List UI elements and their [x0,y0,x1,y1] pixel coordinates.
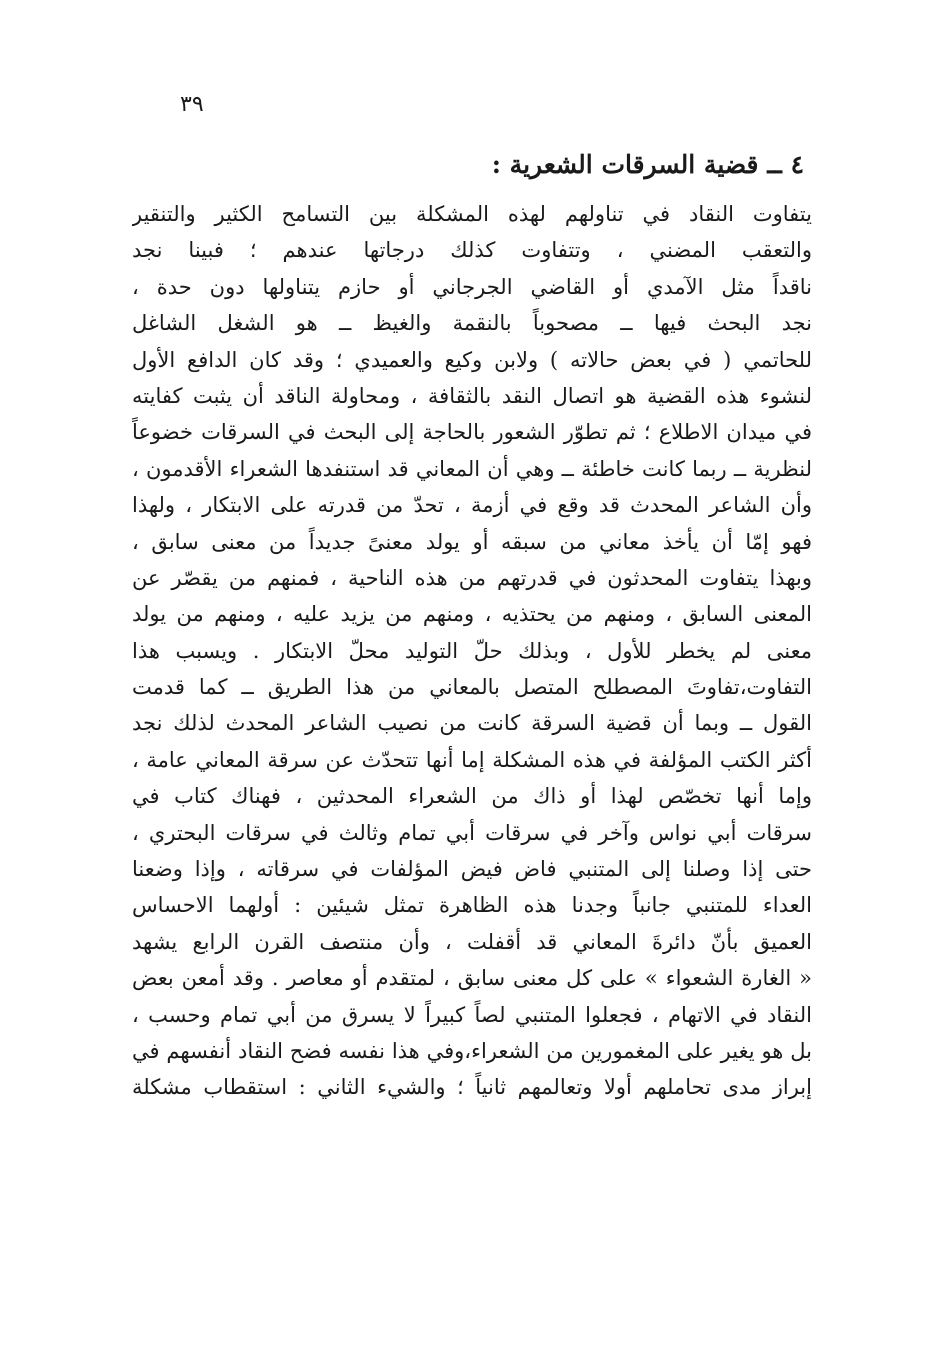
text-line: وإما أنها تخصّص لهذا أو ذاك من الشعراء المحدثين ، فهناك كتاب في [132,784,812,809]
text-line: وبهذا يتفاوت المحدثون في قدرتهم من هذه الناحية ، فمنهم من يقصّر عن [132,565,812,590]
text-line: وأن الشاعر المحدث قد وقع في أزمة ، تحدّ من قدرته على الابتكار ، ولهذا [132,493,812,518]
text-line: معنى لم يخطر للأول ، وبذلك حلّ التوليد محلّ الابتكار . ويسبب هذا [132,638,812,663]
text-line: نجد البحث فيها ــ مصحوباً بالنقمة والغيظ ــ هو الشغل الشاغل [132,311,812,336]
text-line: لنشوء هذه القضية هو اتصال النقد بالثقافة ، ومحاولة الناقد أن يثبت كفايته [132,383,812,408]
body-text [132,196,812,1106]
text-line: للحاتمي ( في بعض حالاته ) ولابن وكيع والعميدي ؛ وقد كان الدافع الأول [132,347,812,372]
text-line: القول ــ وبما أن قضية السرقة كانت من نصيب الشاعر المحدث لذلك نجد [132,711,812,736]
text-line: والتعقب المضني ، وتتفاوت كذلك درجاتها عندهم ؛ فبينا نجد [132,238,812,263]
text-line: لنظرية ــ ربما كانت خاطئة ــ وهي أن المعاني قد استنفدها الشعراء الأقدمون ، [132,456,812,481]
text-line: المعنى السابق ، ومنهم من يحتذيه ، ومنهم من يزيد عليه ، ومنهم من يولد [132,602,812,627]
text-line: ناقداً مثل الآمدي أو القاضي الجرجاني أو حازم يتناولها دون حدة ، [132,274,812,299]
text-line: النقاد في الاتهام ، فجعلوا المتنبي لصاً كبيراً لا يسرق من أبي تمام وحسب ، [132,1002,812,1027]
text-line: التفاوت،تفاوتَ المصطلح المتصل بالمعاني من هذا الطريق ــ كما قدمت [132,675,812,700]
text-line: بل هو يغير على المغمورين من الشعراء،وفي هذا نفسه فضح النقاد أنفسهم في [132,1038,812,1063]
text-line: سرقات أبي نواس وآخر في سرقات أبي تمام وثالث في سرقات البحتري ، [132,820,812,845]
text-line: « الغارة الشعواء » على كل معنى سابق ، لمتقدم أو معاصر . وقد أمعن بعض [132,966,812,991]
text-line: العميق بأنّ دائرةَ المعاني قد أقفلت ، وأن منتصف القرن الرابع يشهد [132,929,812,954]
text-line: العداء للمتنبي جانباً وجدنا هذه الظاهرة تمثل شيئين : أولهما الاحساس [132,893,812,918]
text-line: أكثر الكتب المؤلفة في هذه المشكلة إما أنها تتحدّث عن سرقة المعاني عامة ، [132,747,812,772]
section-heading: ٤ ــ قضية السرقات الشعرية : [491,150,804,179]
text-line: يتفاوت النقاد في تناولهم لهذه المشكلة بين التسامح الكثير والتنقير [132,202,812,226]
text-line: في ميدان الاطلاع ؛ ثم تطوّر الشعور بالحاجة إلى البحث في السرقات خضوعاً [132,420,812,445]
text-line: إبراز مدى تحاملهم أولا وتعالمهم ثانياً ؛ والشيء الثاني : استقطاب مشكلة [132,1075,812,1100]
text-line: حتى إذا وصلنا إلى المتنبي فاض فيض المؤلفات في سرقاته ، وإذا وضعنا [132,857,812,882]
page-number: ٣٩ [180,92,204,117]
text-line: فهو إمّا أن يأخذ معاني من سبقه أو يولد معنىً جديداً من معنى سابق ، [132,529,812,554]
